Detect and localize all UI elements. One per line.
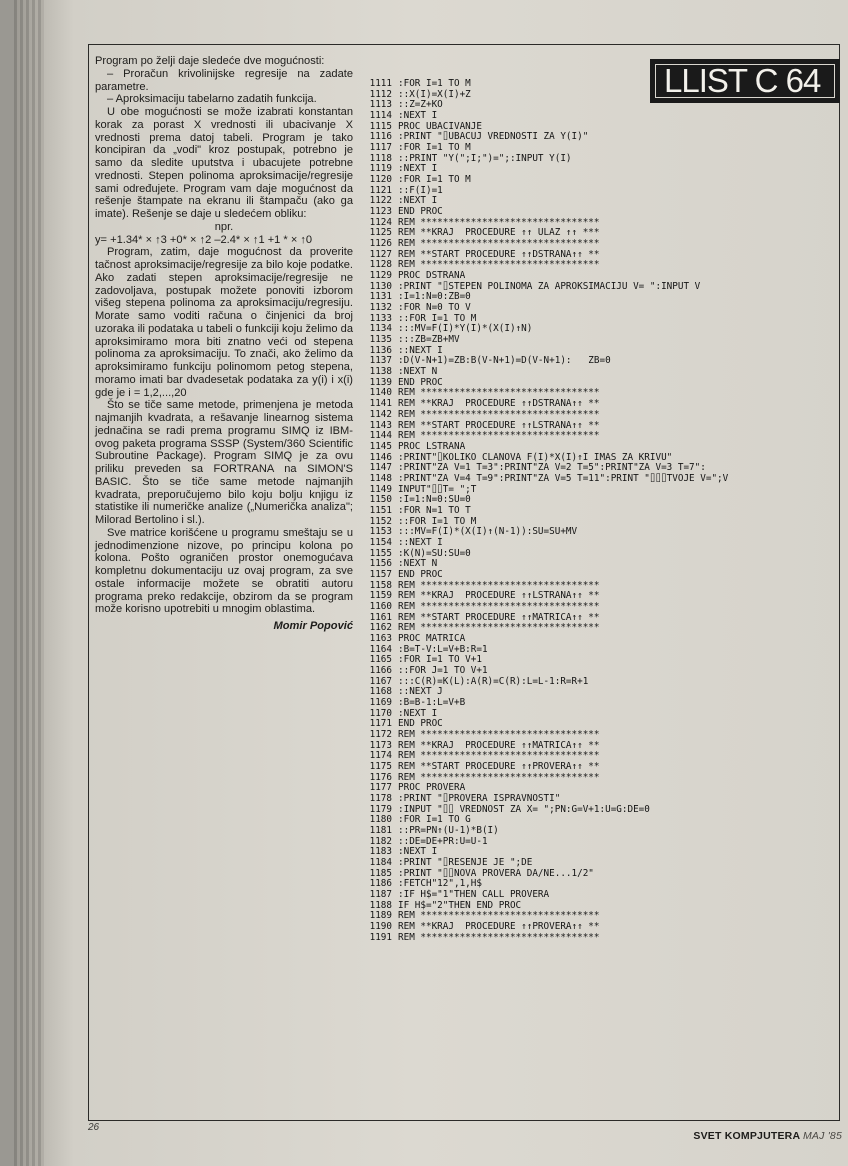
- code-line-text: :K(N)=SU:SU=0: [398, 547, 471, 559]
- magazine-issue: MAJ '85: [802, 1130, 842, 1142]
- article-paragraph: – Aproksimaciju tabelarno zadatih funkcija.: [107, 93, 317, 106]
- magazine-footer: [693, 1130, 842, 1142]
- code-line-text: :PRINT "⌷⌷NOVA PROVERA DA/NE...1/2": [398, 867, 594, 879]
- article-author: Momir Popović: [273, 620, 353, 632]
- code-line-number: 1179: [369, 803, 392, 815]
- code-line-number: 1176: [369, 771, 392, 783]
- code-line-number: 1170: [369, 707, 392, 719]
- code-line-number: 1149: [369, 483, 392, 495]
- code-line-text: END PROC: [398, 568, 443, 580]
- code-line-number: 1175: [369, 761, 392, 772]
- code-line-text: PROC DSTRANA: [398, 270, 466, 282]
- code-line-text: REM ********************************: [398, 216, 600, 228]
- code-line-text: REM ********************************: [398, 238, 600, 250]
- code-line-text: ::FOR I=1 TO M: [398, 515, 477, 527]
- code-line-text: :FOR N=0 TO V: [398, 302, 471, 314]
- code-line-text: REM **KRAJ PROCEDURE ↑↑DSTRANA↑↑ **: [398, 398, 600, 410]
- code-line-number: 1140: [369, 387, 392, 399]
- code-line-number: 1191: [369, 931, 392, 943]
- code-line-text: REM **START PROCEDURE ↑↑PROVERA↑↑ **: [398, 761, 600, 772]
- code-line-number: 1189: [369, 910, 392, 922]
- code-line-text: :NEXT I: [398, 707, 438, 719]
- page-binding-edge: [14, 0, 44, 1166]
- code-line-text: END PROC: [398, 376, 443, 388]
- code-line-text: :NEXT I: [398, 163, 438, 175]
- code-line-number: 1186: [369, 878, 392, 890]
- code-line-text: ::FOR I=1 TO M: [398, 312, 477, 324]
- code-line-text: REM **START PROCEDURE ↑↑LSTRANA↑↑ **: [398, 419, 600, 431]
- code-line-text: REM ********************************: [398, 387, 600, 399]
- article-text-column: [95, 55, 353, 633]
- code-line-number: 1169: [369, 696, 392, 708]
- code-line-text: ::PR=PN↑(U-1)*B(I): [398, 825, 499, 837]
- code-line-text: PROC PROVERA: [398, 782, 466, 794]
- code-line-number: 1126: [369, 238, 392, 250]
- code-line-text: :INPUT "⌷⌷ VREDNOST ZA X= ";PN:G=V+1:U=G:DE=0: [398, 803, 650, 815]
- code-line-text: :::MV=F(I)*(X(I)↑(N-1)):SU=SU+MV: [398, 526, 578, 538]
- code-line-text: REM ********************************: [398, 600, 600, 612]
- code-line-text: IF H$="2"THEN END PROC: [398, 899, 522, 911]
- code-line-text: :FOR I=1 TO G: [398, 814, 471, 826]
- code-line-number: 1168: [369, 686, 392, 698]
- code-line-number: 1162: [369, 622, 392, 634]
- code-line-text: :FOR I=1 TO M: [398, 174, 471, 186]
- code-line-text: PROC UBACIVANJE: [398, 120, 482, 132]
- code-line-text: REM ********************************: [398, 728, 600, 740]
- section-badge-label: LLIST C 64: [664, 62, 821, 99]
- code-line-text: :FOR I=1 TO V+1: [398, 654, 482, 666]
- code-line-text: REM ********************************: [398, 622, 600, 634]
- code-line-number: 1133: [369, 312, 392, 324]
- code-line-number: 1155: [369, 547, 392, 559]
- code-line-text: REM **KRAJ PROCEDURE ↑↑LSTRANA↑↑ **: [398, 590, 600, 602]
- code-line-number: 1121: [369, 184, 392, 196]
- code-line-text: :FOR N=1 TO T: [398, 504, 471, 516]
- code-line-number: 1136: [369, 344, 392, 356]
- code-line-number: 1146: [369, 451, 392, 463]
- code-line-number: 1145: [369, 440, 392, 452]
- code-line-text: ::DE=DE+PR:U=U-1: [398, 835, 488, 847]
- code-line-number: 1122: [369, 195, 392, 207]
- basic-code-listing: [356, 79, 848, 943]
- code-line-number: 1142: [369, 408, 392, 420]
- code-line-text: PROC MATRICA: [398, 632, 466, 644]
- code-line-text: REM ********************************: [398, 771, 600, 783]
- article-paragraph: – Proračun krivolinijske regresije na zadate parametre.: [95, 67, 353, 93]
- code-line-text: ::X(I)=X(I)+Z: [398, 88, 471, 100]
- code-line-text: ::NEXT I: [398, 536, 443, 548]
- code-line-number: 1159: [369, 590, 392, 602]
- code-line-number: 1160: [369, 600, 392, 612]
- code-line-number: 1166: [369, 664, 392, 676]
- code-line-text: REM ********************************: [398, 259, 600, 271]
- code-line-text: END PROC: [398, 718, 443, 730]
- code-line-number: 1167: [369, 675, 392, 687]
- code-line-text: ::Z=Z+KO: [398, 99, 443, 111]
- code-line-text: :::ZB=ZB+MV: [398, 334, 460, 346]
- code-line-text: REM **KRAJ PROCEDURE ↑↑PROVERA↑↑ **: [398, 921, 600, 933]
- code-line-number: 1182: [369, 835, 392, 847]
- page-number: 26: [88, 1122, 100, 1133]
- code-line-text: ::NEXT I: [398, 344, 443, 356]
- code-line-text: REM **KRAJ PROCEDURE ↑↑MATRICA↑↑ **: [398, 739, 600, 751]
- code-line-number: 1171: [369, 718, 392, 730]
- code-line-text: :NEXT I: [398, 110, 438, 122]
- code-line-text: :D(V-N+1)=ZB:B(V-N+1)=D(V-N+1): ZB=0: [398, 355, 611, 367]
- code-line-text: :FOR I=1 TO M: [398, 79, 471, 89]
- code-line-number: 1141: [369, 398, 392, 410]
- code-line-text: :I=1:N=0:ZB=0: [398, 291, 471, 303]
- code-line-number: 1115: [369, 120, 392, 132]
- code-line-number: 1172: [369, 728, 392, 740]
- code-line-text: :B=B-1:L=V+B: [398, 696, 466, 708]
- code-line-number: 1143: [369, 419, 392, 431]
- code-line-number: 1123: [369, 206, 392, 218]
- code-line-number: 1147: [369, 462, 392, 474]
- article-paragraph: Sve matrice korišćene u programu smeštaju se u jednodimenzione nizove, po principu kolona po kolona. Pošto ograničen prostor onemogućava kompletnu dokumentaciju uz ovaj program, za sve ostale informacije možete se obratiti autoru programa preko redakcije, obzirom da se program može korisno upotrebiti u mnogim oblastima.: [95, 526, 353, 616]
- code-line-number: 1185: [369, 867, 392, 879]
- code-line-text: REM **KRAJ PROCEDURE ↑↑ ULAZ ↑↑ ***: [398, 227, 600, 239]
- code-line-number: 1144: [369, 430, 392, 442]
- code-line-number: 1116: [369, 131, 392, 143]
- code-line-number: 1163: [369, 632, 392, 644]
- code-line-number: 1125: [369, 227, 392, 239]
- code-line-number: 1183: [369, 846, 392, 858]
- code-line-number: 1124: [369, 216, 392, 228]
- code-line-text: :PRINT "⌷STEPEN POLINOMA ZA APROKSIMACIJU V= ":INPUT V: [398, 280, 701, 292]
- code-line-text: REM ********************************: [398, 579, 600, 591]
- code-line-text: :NEXT N: [398, 558, 438, 570]
- code-line-number: 1154: [369, 536, 392, 548]
- code-line-number: 1180: [369, 814, 392, 826]
- code-line-text: :::MV=F(I)*Y(I)*(X(I)↑N): [398, 323, 533, 335]
- article-paragraph: Što se tiče same metode, primenjena je metoda najmanjih kvadrata, a rešavanje linearnog sistema jednačina se radi prema programu SIMQ iz IBM-ovog paketa programa SSSP (System/360 Scientific Subroutine Package). Program SIMQ je za ovu priliku preveden sa FORTRANA na SIMON'S BASIC. Što se tiče same metode najmanjih kvadrata, preporučujemo bilo koju bolju knjigu iz statistike ili numeričke analize („Numerička analiza"; Milorad Bertolino i sl.).: [95, 399, 353, 526]
- article-paragraph: Program, zatim, daje mogućnost da proverite tačnost aproksimacije/regresije za bilo koje podatke. Ako zadati stepen aproksimacije/regresije ne zadovoljava, postupak možete ponoviti izborom višeg stepena polinoma za aproksimaciju/regresiju. Morate samo voditi računa o činjenici da broj uzoraka ili podataka u tabeli o funkciji koju želimo da aproksimiramo mora biti znatno veći od stepena polinoma za aproksimaciju. To znači, ako želimo da aproksimiramo funkciju polinomom petog stepena, moramo imati bar dvadesetak podataka za y(i) i x(i) gde je i = 1,2,...,20: [95, 246, 353, 399]
- code-line-number: 1114: [369, 110, 392, 122]
- code-line-number: 1150: [369, 494, 392, 506]
- code-line-number: 1173: [369, 739, 392, 751]
- code-line-number: 1132: [369, 302, 392, 314]
- code-line-number: 1190: [369, 921, 392, 933]
- code-line-text: INPUT"⌷⌷T= ";T: [398, 483, 477, 495]
- code-line-number: 1148: [369, 472, 392, 484]
- code-line-text: REM ********************************: [398, 910, 600, 922]
- code-line-text: :NEXT N: [398, 366, 438, 378]
- code-line-text: ::FOR J=1 TO V+1: [398, 664, 488, 676]
- code-line-text: REM ********************************: [398, 931, 600, 943]
- code-line-number: 1118: [369, 152, 392, 164]
- article-paragraph: U obe mogućnosti se može izabrati konstantan korak za porast X vrednosti ili ubacivanje X vrednosti prema datoj tabeli. Program je tako koncipiran da „vodi" kroz postupak, potrebno je samo da sledite uputstva i ubacujete potrebne vrednosti. Stepen polinoma aproksimacije/regresije sami određujete. Program vam daje mogućnost da rešenje štampate na ekranu ili štampaču (ako ga imate). Rešenje se daje u sledećem obliku:: [95, 106, 353, 220]
- code-line-number: 1161: [369, 611, 392, 623]
- code-line-number: 1112: [369, 88, 392, 100]
- code-line-number: 1152: [369, 515, 392, 527]
- code-line-number: 1188: [369, 899, 392, 911]
- code-line-text: REM **START PROCEDURE ↑↑MATRICA↑↑ **: [398, 611, 600, 623]
- solution-formula: y= +1.34* × ↑3 +0* × ↑2 –2.4* × ↑1 +1 * × ↑0: [95, 233, 313, 246]
- article-paragraph: Program po želji daje sledeće dve mogućnosti:: [95, 55, 325, 67]
- magazine-name: SVET KOMPJUTERA: [693, 1130, 800, 1142]
- code-line-text: :IF H$="1"THEN CALL PROVERA: [398, 889, 550, 901]
- code-line-text: :PRINT "⌷RESENJE JE ";DE: [398, 857, 533, 869]
- code-line-text: :I=1:N=0:SU=0: [398, 494, 471, 506]
- code-line-number: 1164: [369, 643, 392, 655]
- code-line-number: 1139: [369, 376, 392, 388]
- code-line-number: 1128: [369, 259, 392, 271]
- code-line-text: :NEXT I: [398, 195, 438, 207]
- code-line-number: 1174: [369, 750, 392, 762]
- code-line-number: 1178: [369, 793, 392, 805]
- code-line-number: 1131: [369, 291, 392, 303]
- code-line-text: :::C(R)=K(L):A(R)=C(R):L=L-1:R=R+1: [398, 675, 589, 687]
- article-paragraph: npr.: [214, 220, 234, 233]
- code-line-number: 1120: [369, 174, 392, 186]
- code-line-text: ::F(I)=1: [398, 184, 443, 196]
- code-line-text: REM ********************************: [398, 408, 600, 420]
- code-line-text: ::NEXT J: [398, 686, 443, 698]
- code-line-text: :PRINT "⌷UBACUJ VREDNOSTI ZA Y(I)": [398, 131, 589, 143]
- code-line-number: 1187: [369, 889, 392, 901]
- code-line: [356, 933, 848, 944]
- code-line-number: 1138: [369, 366, 392, 378]
- code-line-number: 1153: [369, 526, 392, 538]
- code-line-number: 1158: [369, 579, 392, 591]
- code-line-text: :PRINT"ZA V=4 T=9":PRINT"ZA V=5 T=11":PRINT "⌷⌷⌷TVOJE V=";V: [398, 472, 729, 484]
- code-line-number: 1119: [369, 163, 392, 175]
- code-line-number: 1129: [369, 270, 392, 282]
- code-line-number: 1181: [369, 825, 392, 837]
- code-line-number: 1151: [369, 504, 392, 516]
- code-line-number: 1165: [369, 654, 392, 666]
- code-line-number: 1111: [369, 79, 392, 89]
- code-line-text: :B=T-V:L=V+B:R=1: [398, 643, 488, 655]
- code-line-number: 1177: [369, 782, 392, 794]
- code-line-number: 1135: [369, 334, 392, 346]
- code-line-text: :FOR I=1 TO M: [398, 142, 471, 154]
- code-line-text: REM ********************************: [398, 430, 600, 442]
- code-line-number: 1184: [369, 857, 392, 869]
- code-line-text: ::PRINT "Y(";I;")=";:INPUT Y(I): [398, 152, 572, 164]
- code-line-text: REM ********************************: [398, 750, 600, 762]
- code-line-number: 1117: [369, 142, 392, 154]
- code-line-number: 1134: [369, 323, 392, 335]
- code-line-number: 1156: [369, 558, 392, 570]
- code-line-text: :PRINT"ZA V=1 T=3":PRINT"ZA V=2 T=5":PRINT"ZA V=3 T=7":: [398, 462, 706, 474]
- code-line-number: 1157: [369, 568, 392, 580]
- code-line-text: PROC LSTRANA: [398, 440, 466, 452]
- code-line-text: REM **START PROCEDURE ↑↑DSTRANA↑↑ **: [398, 248, 600, 260]
- code-line-number: 1130: [369, 280, 392, 292]
- code-line-text: :NEXT I: [398, 846, 438, 858]
- code-line-number: 1113: [369, 99, 392, 111]
- code-line-text: :FETCH"12",1,H$: [398, 878, 482, 890]
- code-line-text: :PRINT"⌷KOLIKO CLANOVA F(I)*X(I)↑I IMAS ZA KRIVU": [398, 451, 673, 463]
- code-line-number: 1127: [369, 248, 392, 260]
- code-line-number: 1137: [369, 355, 392, 367]
- code-line-text: END PROC: [398, 206, 443, 218]
- code-line-text: :PRINT "⌷PROVERA ISPRAVNOSTI": [398, 793, 561, 805]
